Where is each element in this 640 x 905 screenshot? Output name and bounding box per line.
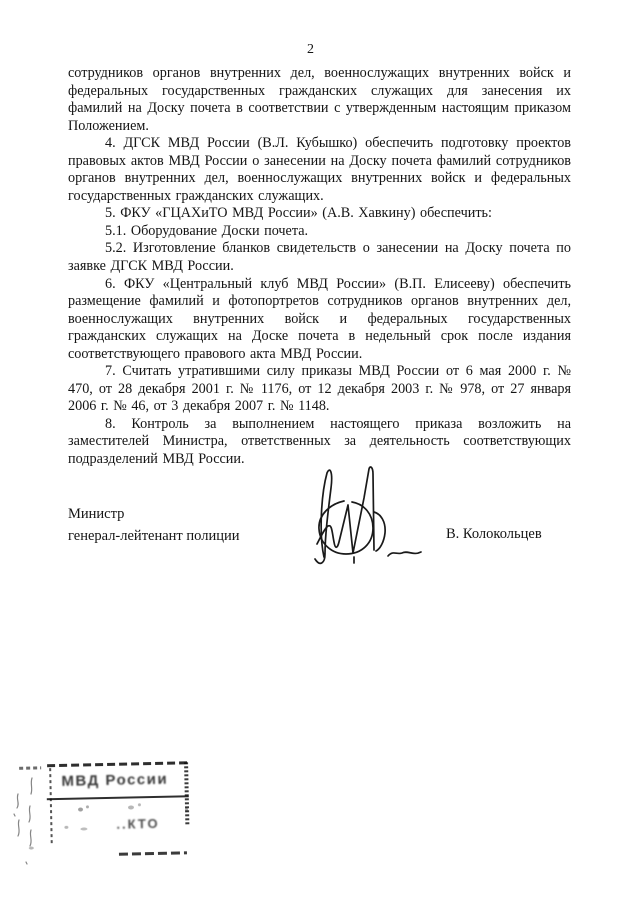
ink-speck bbox=[138, 803, 141, 806]
signer-title-block bbox=[68, 504, 239, 547]
margin-handwriting-marks-icon bbox=[8, 770, 42, 870]
stamp-border-bottom bbox=[119, 851, 187, 855]
stamp-divider-line bbox=[47, 795, 189, 800]
stamp-text-fragment: ..КТО bbox=[116, 815, 160, 832]
signer-title-line2: генерал-лейтенант полиции bbox=[68, 527, 240, 544]
paragraph-item-6: 6. ФКУ «Центральный клуб МВД России» (В.П. Елисееву) обеспечить размещение фамилий и фотопортретов сотрудников органов внутренних дел, военнослужащих внутренних войск и федеральных государственных гражданских служащих на Доске почета в недельный срок после издания соответствующего правового акта МВД России. bbox=[68, 275, 571, 362]
ink-speck bbox=[185, 807, 188, 812]
handwritten-signature-icon bbox=[292, 460, 432, 580]
paragraph-continuation: сотрудников органов внутренних дел, военнослужащих внутренних войск и федеральных государственных гражданских служащих для занесения их фамилий на Доску почета в соответствии с утвержденным настоящим приказом Положением. bbox=[68, 65, 571, 134]
signer-name: В. Колокольцев bbox=[446, 526, 542, 542]
ink-speck bbox=[86, 805, 89, 808]
ink-stamp bbox=[19, 755, 193, 861]
stamp-border-left bbox=[49, 767, 53, 843]
stamp-title-text: МВД России bbox=[61, 770, 169, 790]
stamp-border-top bbox=[47, 761, 188, 767]
paragraph-item-4: 4. ДГСК МВД России (В.Л. Кубышко) обеспечить подготовку проектов правовых актов МВД России о занесении на Доску почета фамилий сотрудников органов внутренних дел, военнослужащих внутренних войск и федеральных государственных гражданских служащих. bbox=[68, 135, 571, 204]
paragraph-item-8: 8. Контроль за выполнением настоящего приказа возложить на заместителей Министра, ответственных за деятельность соответствующих подразделений МВД России. bbox=[68, 415, 571, 468]
document-body bbox=[68, 65, 571, 469]
paragraph-item-7: 7. Считать утратившими силу приказы МВД России от 6 мая 2000 г. № 470, от 28 декабря 2001 г. № 1176, от 12 декабря 2003 г. № 978, от 27 января 2006 г. № 46, от 3 декабря 2007 г. № 1148. bbox=[68, 363, 571, 415]
signer-title-line1: Министр bbox=[68, 506, 125, 522]
page-number: 2 bbox=[307, 42, 315, 57]
ink-speck bbox=[78, 807, 83, 811]
ink-speck bbox=[128, 805, 134, 809]
paragraph-item-5-1: 5.1. Оборудование Доски почета. bbox=[105, 222, 309, 239]
stamp-border-right bbox=[184, 762, 189, 824]
paragraph-item-5-2: 5.2. Изготовление бланков свидетельств о занесении на Доску почета по заявке ДГСК МВД России. bbox=[68, 240, 571, 275]
ink-speck bbox=[80, 827, 87, 830]
paragraph-item-5: 5. ФКУ «ГЦАХиТО МВД России» (А.В. Хавкину) обеспечить: bbox=[105, 205, 492, 222]
ink-speck bbox=[64, 826, 68, 829]
